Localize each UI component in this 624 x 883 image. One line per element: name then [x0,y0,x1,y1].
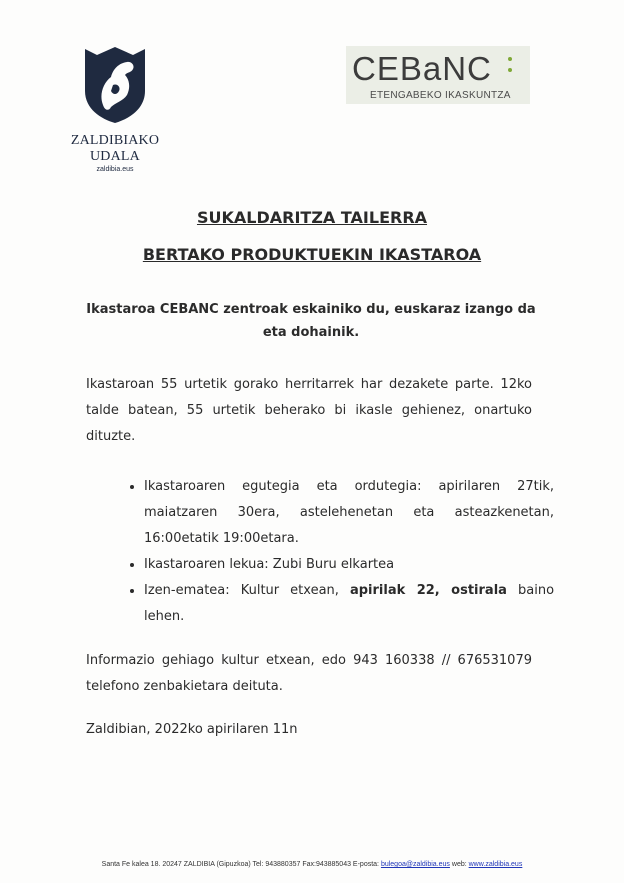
org-name-line1: ZALDIBIAKO [70,133,160,148]
brand-colon-icon [508,57,512,79]
date-line: Zaldibian, 2022ko apirilaren 11n [86,722,298,737]
title-line2: BERTAKO PRODUKTUEKIN IKASTAROA [142,245,482,264]
intro-text: Ikastaroa CEBANC zentroak eskainiko du, euskaraz izango da eta dohainik. [86,302,536,340]
footer-address: Santa Fe kalea 18. 20247 ZALDIBIA (Gipuzkoa) Tel: 943880357 Fax:943885043 E-posta: [101,861,381,868]
title-line1: SUKALDARITZA TAILERRA [196,208,428,227]
org-name [70,133,160,165]
footer-email-link[interactable]: bulegoa@zaldibia.eus [380,861,450,868]
paragraph-eligibility: Ikastaroan 55 urtetik gorako herritarrek har dezakete parte. 12ko talde batean, 55 urtetik beherako bi ikasle gehienez, onartuko dituzte. [86,377,532,444]
paragraph-contact: Informazio gehiago kultur etxean, edo 943 160338 // 676531079 telefono zenbakietara deituta. [86,653,532,694]
footer-web-link[interactable]: www.zaldibia.eus [468,861,523,868]
registration-prefix: Izen-ematea: Kultur etxean, [144,583,350,598]
details-list [120,474,554,630]
registration-suffix: baino lehen. [144,583,555,624]
org-name-line2: UDALA [90,149,140,164]
list-item-location: • Ikastaroaren lekua: Zubi Buru elkartea [144,552,554,578]
list-item-registration [144,578,554,630]
brand-name: CEBaNC [352,50,492,87]
cebanc-logo [346,46,530,104]
footer-web-label: web: [449,861,469,868]
registration-deadline: apirilak 22, ostirala [349,583,507,598]
brand-subtitle: ETENGABEKO IKASKUNTZA [370,90,511,101]
horse-shield-icon [83,45,147,123]
zaldibia-logo [70,45,160,173]
org-website: zaldibia.eus [96,166,134,173]
list-item-schedule: • Ikastaroaren egutegia eta ordutegia: apirilaren 27tik, maiatzaren 30era, astelehenetan eta asteazkenetan, 16:00etatik 19:00etara. [144,474,554,552]
footer [0,861,624,868]
